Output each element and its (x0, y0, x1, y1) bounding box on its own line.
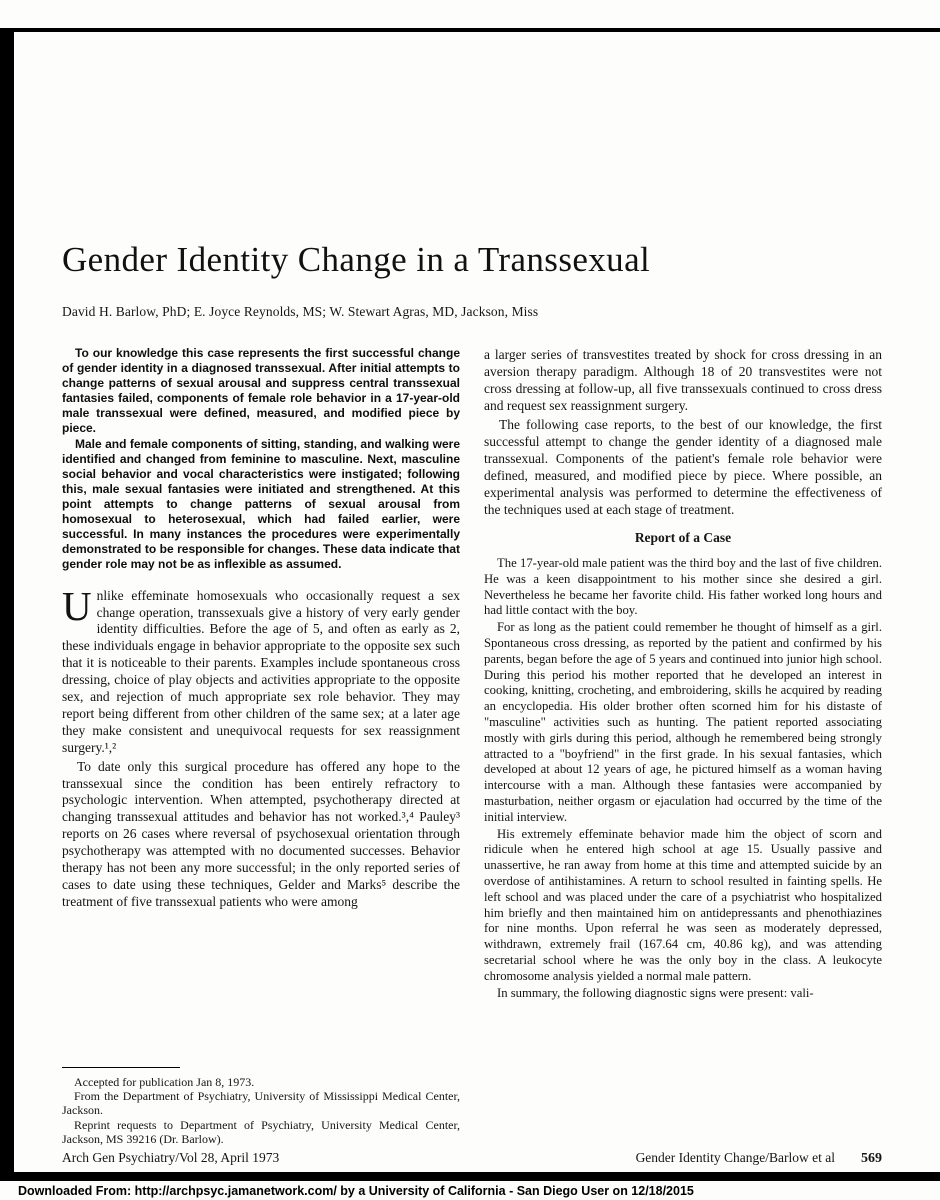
scan-bottom-border (0, 1172, 940, 1181)
case-paragraph: His extremely effeminate behavior made him the object of scorn and ridicule when he entered high school at age 15. Usually passive and unassertive, he ran away from home at this time and attempted suicide by an overdose of antihistamines. A return to school resulted in fainting spells. He left school and was placed under the care of a psychiatrist who hospitalized him briefly and then maintained him on antidepressants and phenothiazines for nine months. Upon referral he was seen as moderately depressed, withdrawn, extremely frail (167.64 cm, 40.86 kg), and was attending secretarial school where he was the only boy in the class. A leukocyte chromosome analysis yielded a normal male pattern. (484, 826, 882, 983)
case-paragraph: For as long as the patient could remember he thought of himself as a girl. Spontaneous cross dressing, as reported by the patient and confirmed by his parents, began before the age of 5 years and continued into junior high school. During this period his mother reported that he developed an interest in cooking, knitting, crocheting, and embroidering, skills he acquired by reading an encyclopedia. His older brother often scorned him for his distaste of "masculine" activities such as hunting. The patient reported associating mostly with girls during this period, although he remembered being strongly attracted to a "boyfriend" in the first grade. In his sexual fantasies, which developed at about 12 years of age, he pictured himself as a woman having intercourse with a man. Although these fantasies were accompanied by masturbation, neither orgasm or ejaculation had occurred by the time of the initial interview. (484, 620, 882, 824)
continuation-text (484, 346, 882, 518)
scan-left-border (0, 28, 14, 1178)
abstract-paragraph: Male and female components of sitting, standing, and walking were identified and changed from feminine to masculine. Next, masculine social behavior and vocal characteristics were instigated; following this, male sexual fantasies were initiated and strengthened. At this point attempts to change patterns of sexual arousal from homosexual to heterosexual, which had failed earlier, were successful. In many instances the procedures were experimentally demonstrated to be responsible for changes. These data indicate that gender role may not be as inflexible as assumed. (62, 437, 460, 571)
intro-paragraph: To date only this surgical procedure has offered any hope to the transsexual since the condition has been entirely refractory to psychologic intervention. When attempted, psychotherapy directed at changing transsexual attitudes and behavior has not worked.³,⁴ Pauley³ reports on 26 cases where reversal of psychosexual orientation through psychotherapy was attempted with no documented successes. Behavior therapy has not been any more successful; in the only reported series of cases to date using these techniques, Gelder and Marks⁵ describe the treatment of five transsexual patients who were among (62, 758, 460, 909)
footer-running-title: Gender Identity Change/Barlow et al (635, 1150, 835, 1165)
footer-journal: Arch Gen Psychiatry/Vol 28, April 1973 (62, 1150, 280, 1165)
footnote-text: From the Department of Psychiatry, University of Mississippi Medical Center, Jackson. (62, 1089, 460, 1118)
intro-paragraph-text: nlike effeminate homosexuals who occasionally request a sex change operation, transsexuals give a history of very early gender identity difficulties. Before the age of 5, and often as early as 2, these individuals engage in behavior appropriate to the opposite sex such that it is noticeable to their parents. Examples include spontaneous cross dressing, choice of play objects and activities appropriate to the opposite sex, and rejection of much appropriate sex role behavior. They may report being different from other children of the same sex; at a later age they make consistent and unequivocal requests for sex reassignment surgery.¹,² (62, 587, 460, 755)
footnotes (62, 1067, 460, 1146)
abstract-paragraph: To our knowledge this case represents the first successful change of gender identity in a diagnosed transsexual. After initial attempts to change patterns of sexual arousal and suppress central transsexual fantasies failed, components of female role behavior in a 17-year-old male transsexual were defined, measured, and modified piece by piece. (62, 346, 460, 435)
page-footer (62, 1150, 882, 1167)
footnote-rule (62, 1067, 180, 1068)
right-column (484, 346, 882, 1146)
byline: David H. Barlow, PhD; E. Joyce Reynolds, MS; W. Stewart Agras, MD, Jackson, Miss (62, 304, 539, 319)
dropcap-letter: U (62, 582, 92, 629)
left-column (62, 346, 460, 1146)
downloaded-note: Downloaded From: http://archpsyc.jamanetwork.com/ by a University of California - San Diego User on 12/18/2015 (18, 1184, 694, 1198)
footer-page-number: 569 (861, 1151, 882, 1166)
footnote-text: Accepted for publication Jan 8, 1973. (74, 1074, 255, 1089)
case-report-text (484, 556, 882, 1001)
two-column-layout (62, 346, 882, 1146)
footer-right (636, 1150, 882, 1167)
body-paragraph: a larger series of transvestites treated by shock for cross dressing in an aversion therapy paradigm. Although 18 of 20 transvestites were not cross dressing at follow-up, all five transsexuals continued to cross dress and request sex reassignment surgery. (484, 347, 882, 413)
case-paragraph: In summary, the following diagnostic signs were present: vali- (497, 985, 814, 1000)
footnote-text: Reprint requests to Department of Psychiatry, University Medical Center, Jackson, MS 39216 (Dr. Barlow). (62, 1117, 460, 1146)
section-heading: Report of a Case (634, 530, 732, 545)
introduction-text (62, 582, 460, 911)
scan-top-border (0, 28, 940, 32)
page-title: Gender Identity Change in a Transsexual (62, 240, 651, 279)
body-paragraph: The following case reports, to the best of our knowledge, the first successful attempt to change the gender identity of a diagnosed male transsexual. Components of the patient's female role behavior were defined, measured, and modified piece by piece. Where possible, an experimental analysis was performed to determine the effectiveness of the techniques used at each stage of treatment. (484, 417, 882, 517)
intro-paragraph (62, 582, 460, 757)
article-content (62, 240, 882, 1146)
abstract (62, 346, 460, 572)
case-paragraph: The 17-year-old male patient was the third boy and the last of five children. He was a keen disappointment to his mother since she desired a girl. Nevertheless he became her favorite child. His father worked long hours and had little contact with the boy. (484, 556, 882, 618)
